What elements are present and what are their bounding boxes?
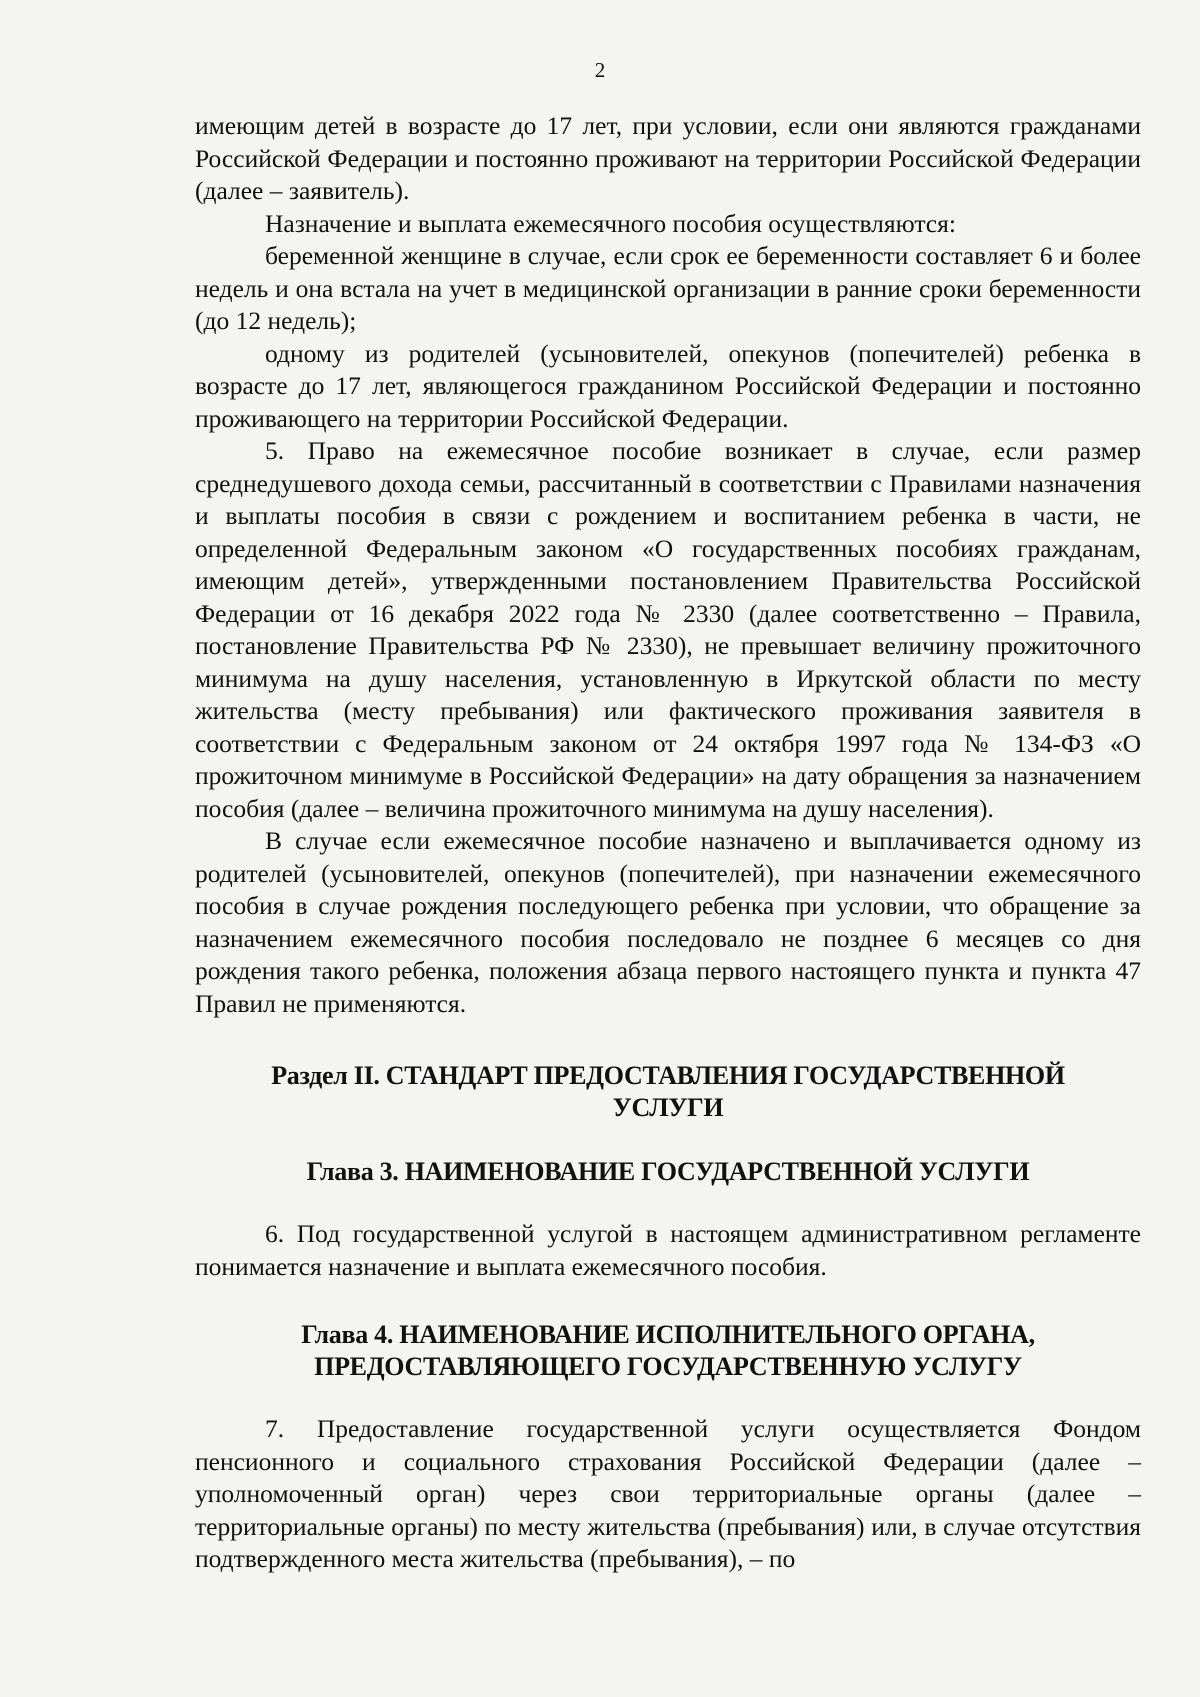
paragraph: В случае если ежемесячное пособие назначено и выплачивается одному из родителей (усыновителей, опекунов (попечителей), при назначении ежемесячного пособия в случае рождения последующего ребенка при условии, что обращение за назначением ежемесячного пособия последовало не позднее 6 месяцев со дня рождения такого ребенка, положения абзаца первого настоящего пункта и пункта 47 Правил не применяются. xyxy=(195,826,1141,1018)
page-number: 2 xyxy=(594,58,606,82)
chapter-4-heading-line: ПРЕДОСТАВЛЯЮЩЕГО ГОСУДАРСТВЕННУЮ УСЛУГУ xyxy=(314,1352,1022,1381)
paragraph: имеющим детей в возрасте до 17 лет, при условии, если они являются гражданами Российской Федерации и постоянно проживают на территории Российской Федерации (далее – заявитель). xyxy=(195,111,1141,205)
document-body xyxy=(195,110,1141,1576)
chapter-3-heading: Глава 3. НАИМЕНОВАНИЕ ГОСУДАРСТВЕННОЙ УСЛУГИ xyxy=(306,1157,1030,1186)
paragraph-6: 6. Под государственной услугой в настоящем административном регламенте понимается назначение и выплата ежемесячного пособия. xyxy=(195,1219,1141,1281)
paragraph: Назначение и выплата ежемесячного пособия осуществляются: xyxy=(265,208,956,238)
paragraph: 5. Право на ежемесячное пособие возникает в случае, если размер среднедушевого дохода семьи, рассчитанный в соответствии с Правилами назначения и выплаты пособия в связи с рождением и воспитанием ребенка в части, не определенной Федеральным законом «О государственных пособиях гражданам, имеющим детей», утвержденными постановлением Правительства Российской Федерации от 16 декабря 2022 года № 2330 (далее соответственно – Правила, постановление Правительства РФ № 2330), не превышает величину прожиточного минимума на душу населения, установленную в Иркутской области по месту жительства (месту пребывания) или фактического проживания заявителя в соответствии с Федеральным законом от 24 октября 1997 года № 134-ФЗ «О прожиточном минимуме в Российской Федерации» на дату обращения за назначением пособия (далее – величина прожиточного минимума на душу населения). xyxy=(195,436,1141,823)
paragraph: одному из родителей (усыновителей, опекунов (попечителей) ребенка в возрасте до 17 лет, являющегося гражданином Российской Федерации и постоянно проживающего на территории Российской Федерации. xyxy=(195,338,1141,433)
paragraph: беременной женщине в случае, если срок ее беременности составляет 6 и более недель и она встала на учет в медицинской организации в ранние сроки беременности (до 12 недель); xyxy=(195,241,1141,335)
section-heading-line: Раздел II. СТАНДАРТ ПРЕДОСТАВЛЕНИЯ ГОСУДАРСТВЕННОЙ xyxy=(271,1061,1065,1090)
section-heading xyxy=(195,1060,1141,1124)
chapter-4-heading xyxy=(195,1319,1141,1383)
section-heading-line: УСЛУГИ xyxy=(612,1093,724,1122)
paragraph-7: 7. Предоставление государственной услуги осуществляется Фондом пенсионного и социального страхования Российской Федерации (далее – уполномоченный орган) через свои территориальные органы (далее – территориальные органы) по месту жительства (пребывания) или, в случае отсутствия подтвержденного места жительства (пребывания), – по xyxy=(195,1414,1141,1573)
chapter-4-heading-line: Глава 4. НАИМЕНОВАНИЕ ИСПОЛНИТЕЛЬНОГО ОРГАНА, xyxy=(301,1320,1035,1349)
